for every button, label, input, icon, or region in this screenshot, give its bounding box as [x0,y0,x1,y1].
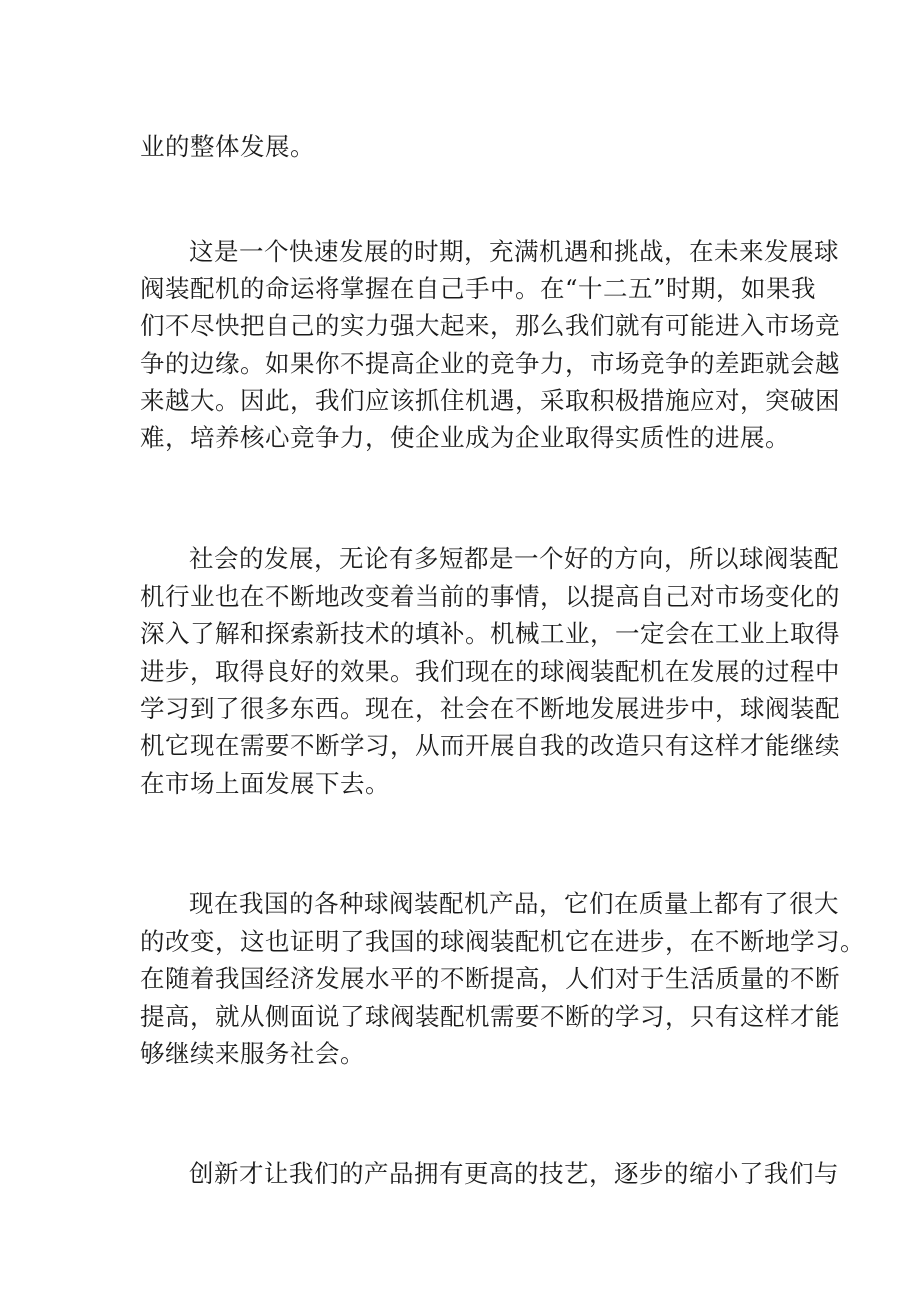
text-line: 阀装配机的命运将掌握在自己手中。在“十二五”时期，如果我 [140,274,817,303]
text-line: 争的边缘。如果你不提高企业的竞争力，市场竞争的差距就会越 [140,349,840,378]
text-line: 业的整体发展。 [140,132,315,161]
text-line: 机它现在需要不断学习，从而开展自我的改造只有这样才能继续 [140,731,840,760]
text-line: 这是一个快速发展的时期，充满机遇和挑战，在未来发展球 [189,237,839,266]
text-line: 在市场上面发展下去。 [140,769,390,798]
text-line: 在随着我国经济发展水平的不断提高，人们对于生活质量的不断 [140,964,840,993]
text-line: 学习到了很多东西。现在，社会在不断地发展进步中，球阀装配 [140,694,840,723]
text-line: 现在我国的各种球阀装配机产品，它们在质量上都有了很大 [189,889,839,918]
text-line: 创新才让我们的产品拥有更高的技艺，逐步的缩小了我们与 [189,1159,839,1188]
text-line: 进步，取得良好的效果。我们现在的球阀装配机在发展的过程中 [140,657,840,686]
text-line: 机行业也在不断地改变着当前的事情，以提高自己对市场变化的 [140,582,840,611]
text-line: 提高，就从侧面说了球阀装配机需要不断的学习，只有这样才能 [140,1002,840,1031]
text-line: 的改变，这也证明了我国的球阀装配机它在进步，在不断地学习。 [140,927,865,956]
text-line: 深入了解和探索新技术的填补。机械工业，一定会在工业上取得 [140,619,840,648]
text-line: 来越大。因此，我们应该抓住机遇，采取积极措施应对，突破困 [140,386,840,415]
text-line: 们不尽快把自己的实力强大起来，那么我们就有可能进入市场竞 [140,311,840,340]
text-line: 社会的发展，无论有多短都是一个好的方向，所以球阀装配 [189,544,839,573]
text-line: 难，培养核心竞争力，使企业成为企业取得实质性的进展。 [140,423,790,452]
text-line: 够继续来服务社会。 [140,1039,365,1068]
